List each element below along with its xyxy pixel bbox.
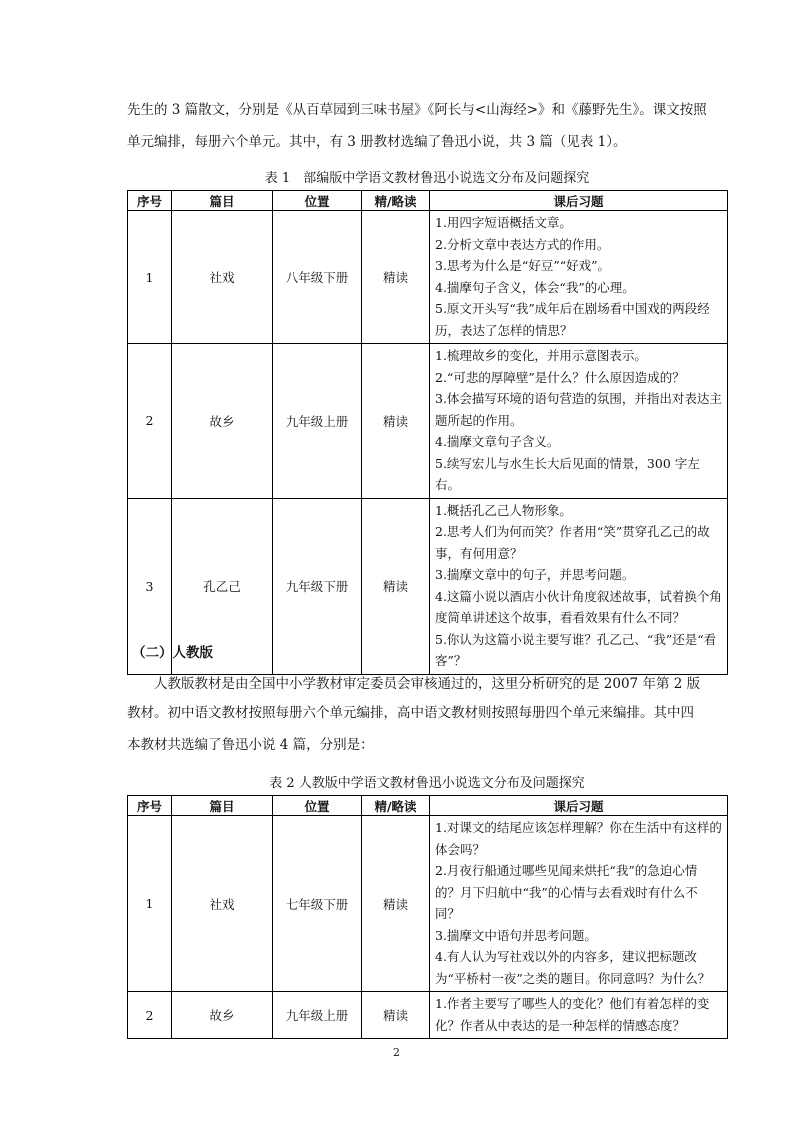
page-number: 2 <box>393 1046 400 1059</box>
cell-position: 七年级下册 <box>273 816 362 992</box>
cell-exercises <box>430 992 728 1039</box>
cell-reading: 精读 <box>362 992 430 1039</box>
exercise-item: 1.梳理故乡的变化，并用示意图表示。 <box>435 348 647 363</box>
section-line-1: 人教版教材是由全国中小学教材审定委员会审核通过的，这里分析研究的是 2007 年第 2 版 <box>154 676 701 692</box>
table1-caption: 表 1 部编版中学语文教材鲁迅小说选文分布及问题探究 <box>264 171 590 186</box>
cell-exercises <box>430 344 728 499</box>
exercise-item: 1.作者主要写了哪些人的变化？他们有着怎样的变化？作者从中表达的是一种怎样的情感态度？ <box>435 996 710 1033</box>
exercise-item: 2.“可悲的厚障壁”是什么？什么原因造成的？ <box>435 369 685 385</box>
cell-reading: 精读 <box>362 211 430 344</box>
intro-line-2: 单元编排，每册六个单元。其中，有 3 册教材选编了鲁迅小说，共 3 篇（见表 1）。 <box>127 134 627 150</box>
cell-no: 1 <box>128 816 172 992</box>
header-reading: 精/略读 <box>362 191 430 211</box>
exercise-item: 4.这篇小说以酒店小伙计角度叙述故事，试着换个角度简单讲述这个故事，看看效果有什么不同？ <box>435 588 722 625</box>
exercise-item: 2.思考人们为何而笑？作者用“笑”贯穿孔乙己的故事，有何用意？ <box>435 524 710 561</box>
exercise-item: 2.分析文章中表达方式的作用。 <box>435 236 610 252</box>
cell-title: 社戏 <box>172 816 273 992</box>
cell-title: 故乡 <box>172 344 273 499</box>
header-position: 位置 <box>273 191 362 211</box>
exercise-item: 3.思考为什么是“好豆”“好戏”。 <box>435 258 610 273</box>
exercise-item: 1.对课文的结尾应该怎样理解？你在生活中有这样的体会吗？ <box>435 820 722 857</box>
table-row <box>128 816 728 992</box>
table1 <box>127 190 728 675</box>
exercise-item: 2.月夜行船通过哪些见闻来烘托“我”的急迫心情的？月下归航中“我”的心情与去看戏时有什么不同？ <box>435 863 698 921</box>
cell-reading: 精读 <box>362 344 430 499</box>
cell-reading: 精读 <box>362 498 430 674</box>
header-position: 位置 <box>273 796 362 816</box>
header-title: 篇目 <box>172 191 273 211</box>
table-row <box>128 211 728 344</box>
exercise-item: 4.有人认为写社戏以外的内容多，建议把标题改为“平桥村一夜”之类的题目。你同意吗？为什么？ <box>435 949 711 986</box>
exercise-item: 1.概括孔乙己人物形象。 <box>435 502 572 518</box>
intro-line-1: 先生的 3 篇散文，分别是《从百草园到三味书屋》《阿长与<山海经>》和《藤野先生》。课文按照 <box>127 102 707 118</box>
table1-header-row <box>128 191 728 211</box>
section-line-2: 教材。初中语文教材按照每册六个单元编排，高中语文教材则按照每册四个单元来编排。其中四 <box>127 705 694 721</box>
exercise-item: 4.揣摩文章句子含义。 <box>435 434 560 449</box>
cell-exercises <box>430 211 728 344</box>
cell-title: 故乡 <box>172 992 273 1039</box>
cell-position: 八年级下册 <box>273 211 362 344</box>
table-row <box>128 992 728 1039</box>
exercise-item: 1.用四字短语概括文章。 <box>435 215 572 230</box>
cell-title: 社戏 <box>172 211 273 344</box>
intro-paragraph <box>127 101 727 162</box>
cell-position: 九年级下册 <box>273 498 362 674</box>
cell-no: 2 <box>128 344 172 499</box>
section-paragraph <box>127 675 727 765</box>
cell-exercises <box>430 498 728 674</box>
section-line-3: 本教材共选编了鲁迅小说 4 篇，分别是： <box>127 737 374 753</box>
header-no: 序号 <box>128 191 172 211</box>
cell-title: 孔乙己 <box>172 498 273 674</box>
exercise-item: 3.揣摩文章中的句子，并思考问题。 <box>435 567 635 582</box>
cell-position: 九年级上册 <box>273 992 362 1039</box>
header-exercises: 课后习题 <box>430 191 728 211</box>
cell-no: 2 <box>128 992 172 1039</box>
cell-no: 1 <box>128 211 172 344</box>
section-heading: （二）人教版 <box>132 645 213 661</box>
header-title: 篇目 <box>172 796 273 816</box>
exercise-item: 5.续写宏儿与水生长大后见面的情景，300 字左右。 <box>435 455 700 492</box>
header-no: 序号 <box>128 796 172 816</box>
exercise-item: 5.你认为这篇小说主要写谁？孔乙己、“我”还是“看客”？ <box>435 631 717 668</box>
cell-position: 九年级上册 <box>273 344 362 499</box>
header-reading: 精/略读 <box>362 796 430 816</box>
cell-no: 3 <box>128 498 172 674</box>
table2-header-row <box>128 796 728 816</box>
exercise-item: 4.揣摩句子含义，体会“我”的心理。 <box>435 279 635 295</box>
table-row <box>128 498 728 674</box>
exercise-item: 3.体会描写环境的语句营造的氛围，并指出对表达主题所起的作用。 <box>435 391 722 428</box>
table2 <box>127 795 728 1039</box>
table2-caption: 表 2 人教版中学语文教材鲁迅小说选文分布及问题探究 <box>269 776 585 791</box>
table-row <box>128 344 728 499</box>
exercise-item: 3.揣摩文中语句并思考问题。 <box>435 927 597 943</box>
cell-exercises <box>430 816 728 992</box>
header-exercises: 课后习题 <box>430 796 728 816</box>
exercise-item: 5.原文开头写“我”成年后在剧场看中国戏的两段经历，表达了怎样的情思？ <box>435 301 710 338</box>
cell-reading: 精读 <box>362 816 430 992</box>
